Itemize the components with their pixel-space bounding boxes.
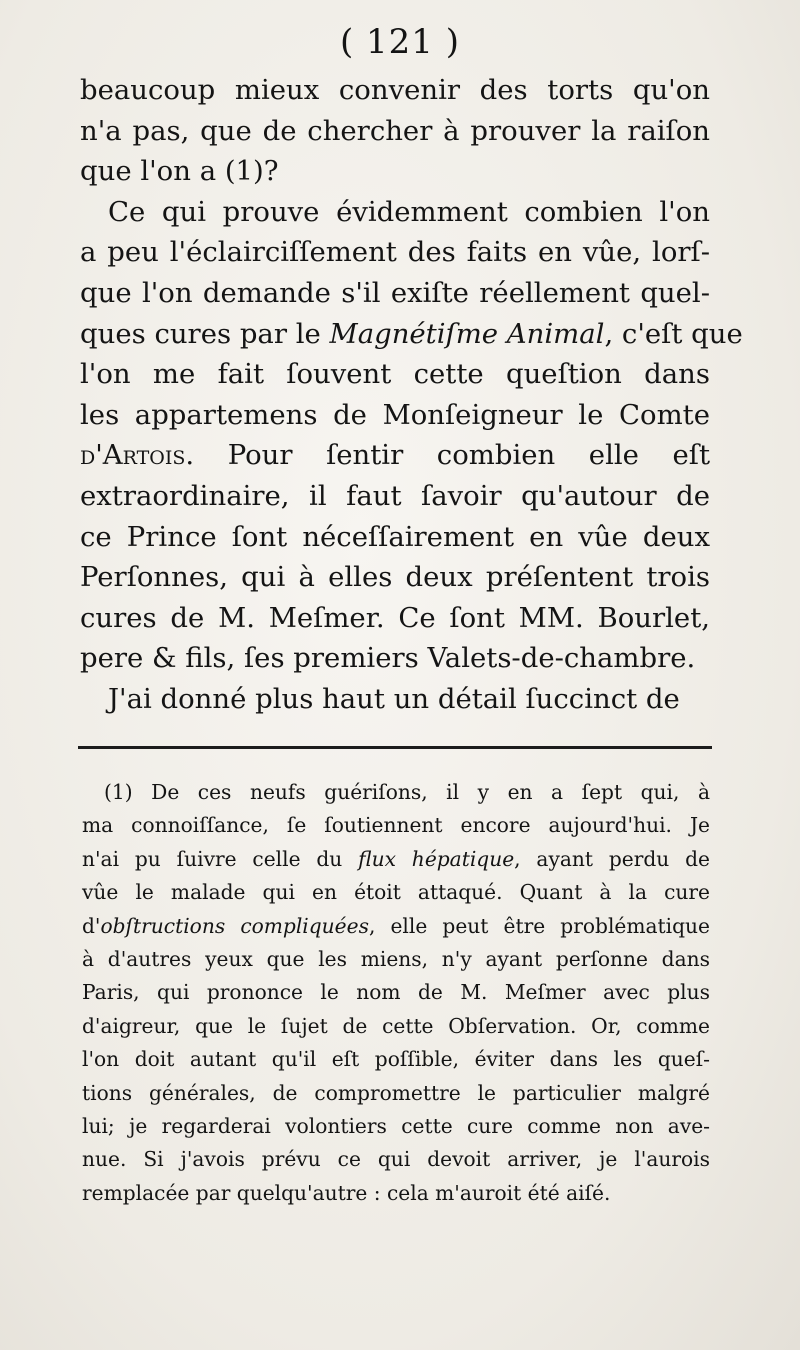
text-segment: remplacée par quelqu'autre : cela m'auroit été aiſé. [82, 1180, 611, 1205]
text-segment: ma connoiſſance, ſe ſoutiennent encore aujourd'hui. Je [82, 813, 710, 838]
main-text-line [80, 314, 743, 355]
footnote-line [82, 1110, 710, 1143]
main-text-line [80, 354, 710, 395]
footnote-line [82, 943, 710, 976]
text-segment: à d'autres yeux que les miens, n'y ayant perſonne dans [82, 946, 710, 971]
footnote-line [82, 1143, 710, 1176]
text-segment: beaucoup mieux convenir des torts qu'on [80, 74, 710, 106]
text-segment: extraordinaire, il faut ſavoir qu'autour de [80, 479, 710, 512]
page-number: ( 121 ) [339, 22, 461, 62]
text-segment: . Pour ſentir combien elle eſt [185, 439, 710, 472]
footnote-line [82, 809, 710, 842]
text-segment: , ayant perdu de [514, 846, 710, 871]
text-segment: vûe le malade qui en étoit attaqué. Quant à la cure [82, 880, 710, 905]
text-segment: cures de M. Meſmer. Ce ſont MM. Bourlet, [80, 601, 710, 634]
text-segment: d' [82, 913, 101, 938]
main-text-line [80, 151, 710, 192]
main-text-line [80, 598, 710, 639]
text-segment: d'aigreur, que le ſujet de cette Obſervation. Or, comme [82, 1013, 710, 1038]
italic-text: flux hépatique [358, 846, 515, 871]
main-text-block [80, 70, 743, 720]
main-text-line [80, 192, 710, 233]
text-segment: que l'on demande s'il exiſte réellement quel- [80, 276, 710, 309]
footnote-line [82, 843, 710, 876]
main-text-line [80, 679, 710, 720]
text-segment: pere & fils, ſes premiers Valets-de-chambre. [80, 642, 696, 675]
text-segment: Perſonnes, qui à elles deux préſentent trois [80, 561, 710, 594]
text-segment: lui; je regarderai volontiers cette cure comme non ave- [82, 1113, 710, 1138]
text-segment: Paris, qui prononce le nom de M. Meſmer avec plus [82, 980, 710, 1005]
main-text-line [80, 435, 710, 476]
text-segment: n'a pas, que de chercher à prouver la raiſon [80, 114, 710, 147]
main-text-line [80, 517, 710, 558]
main-text-line [80, 395, 710, 436]
italic-text: obſtructions compliquées [100, 913, 369, 938]
footnote-line [82, 876, 710, 909]
text-segment: ques cures par le [80, 317, 330, 350]
text-segment: , elle peut être problématique [368, 913, 710, 938]
text-segment: ce Prince ſont néceſſairement en vûe deux [80, 520, 710, 553]
footnote-line [82, 1043, 710, 1076]
text-segment: J'ai donné plus haut un détail ſuccinct de [108, 682, 680, 715]
footnote-line [82, 1177, 710, 1210]
footnote-line [82, 1010, 710, 1043]
main-text-line [80, 111, 710, 152]
italic-text: Magnétiſme Animal [329, 317, 605, 350]
text-segment: a peu l'éclairciſſement des faits en vûe, lorſ- [80, 236, 710, 269]
footnote-line [82, 1077, 710, 1110]
main-text-line [80, 638, 710, 679]
text-segment: nue. Si j'avois prévu ce qui devoit arriver, je l'aurois [82, 1147, 710, 1172]
text-segment: Ce qui prouve évidemment combien l'on [108, 195, 710, 228]
text-segment: que l'on a (1)? [80, 155, 279, 188]
main-text-line [80, 70, 710, 111]
main-text-line [80, 476, 710, 517]
footnote-line [82, 976, 710, 1009]
footnote-line [82, 910, 710, 943]
footnote-block [82, 776, 710, 1210]
text-segment: , c'eſt que [604, 317, 743, 350]
text-segment: n'ai pu ſuivre celle du [82, 846, 359, 871]
text-segment: les appartemens de Monſeigneur le Comte [80, 398, 710, 431]
footnote-separator-rule [78, 746, 712, 749]
small-caps-text: d'Artois [80, 439, 186, 472]
main-text-line [80, 557, 710, 598]
text-segment: l'on doit autant qu'il eſt poſſible, éviter dans les queſ- [82, 1047, 710, 1072]
text-segment: l'on me fait ſouvent cette queſtion dans [80, 358, 710, 391]
footnote-line [82, 776, 710, 809]
main-text-line [80, 232, 710, 273]
text-segment: tions générales, de compromettre le particulier malgré [82, 1080, 710, 1105]
main-text-line [80, 273, 710, 314]
text-segment: (1) De ces neufs guériſons, il y en a ſept qui, à [104, 780, 710, 804]
